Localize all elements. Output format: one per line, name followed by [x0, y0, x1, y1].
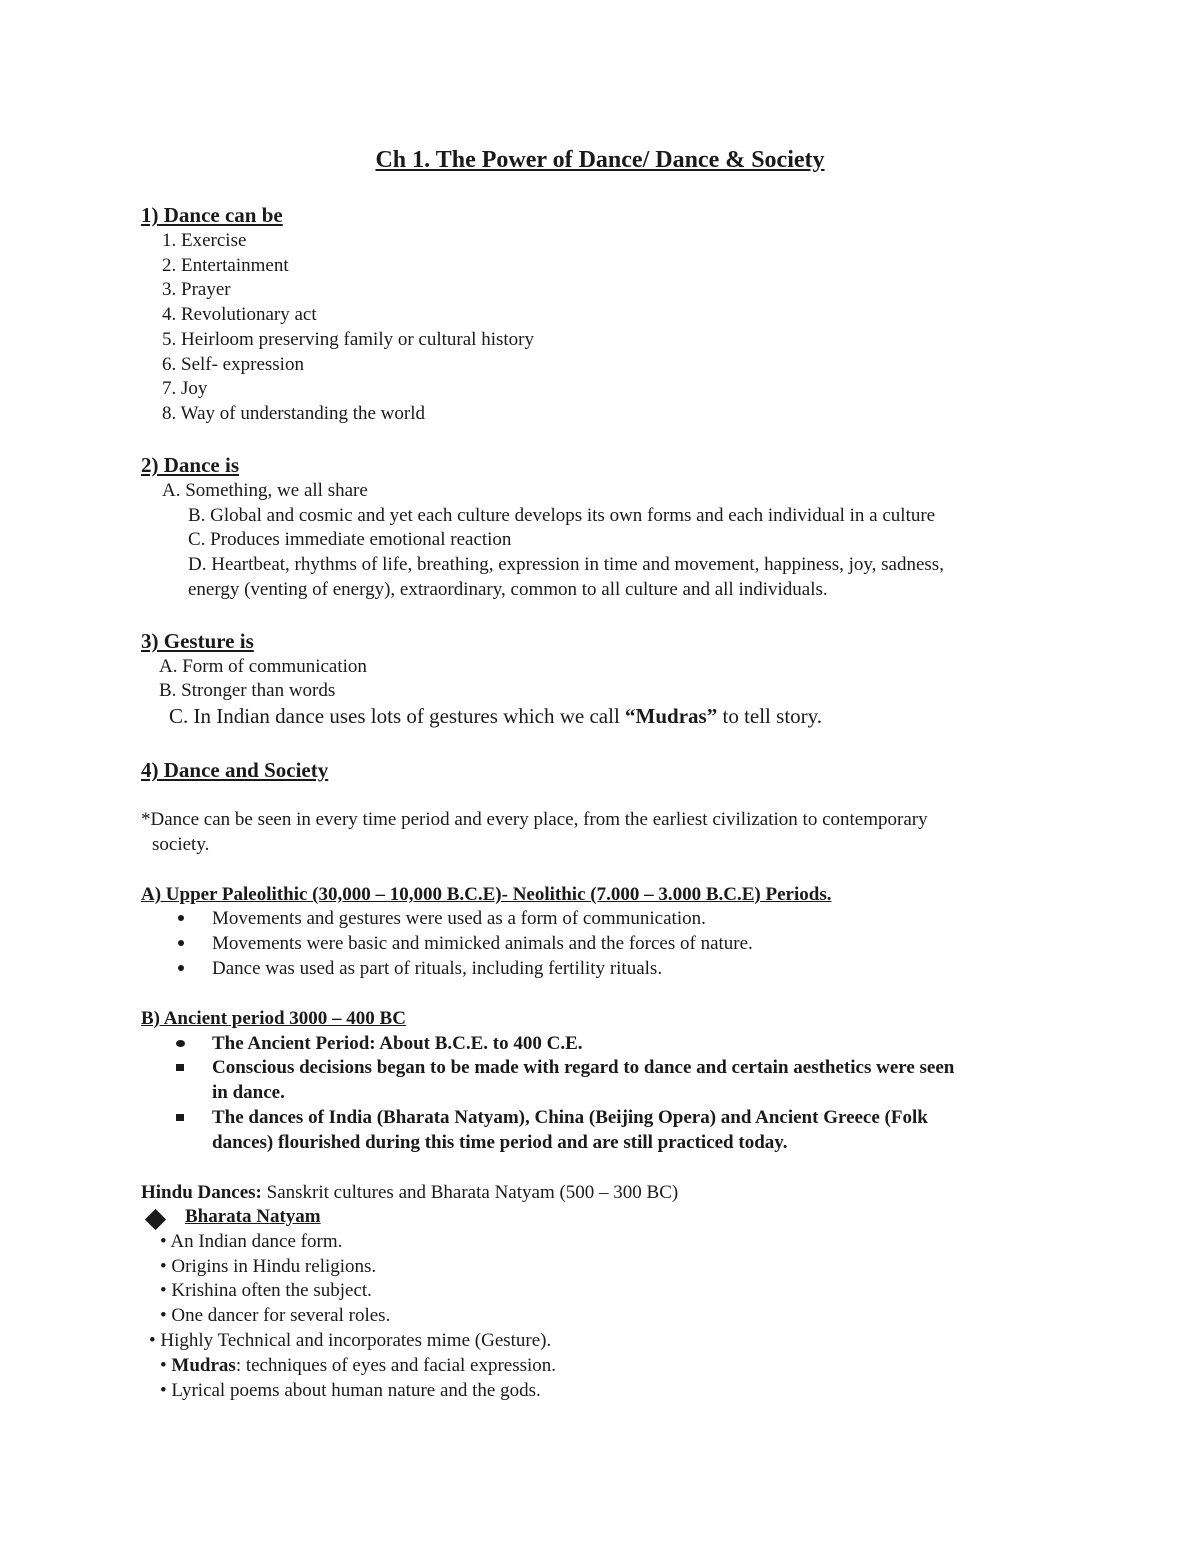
bullet-text-continuation: dances) flourished during this time period and are still practiced today.	[212, 1132, 788, 1153]
list-item: B. Stronger than words	[159, 680, 336, 701]
bullet-item	[176, 1056, 184, 1081]
section-2-heading: 2) Dance is	[141, 453, 239, 477]
bullet-text: Movements were basic and mimicked animals and the forces of nature.	[212, 933, 753, 954]
list-item-mudras-def	[160, 1354, 556, 1379]
bullet-item	[178, 907, 184, 932]
list-item: • Krishina often the subject.	[160, 1280, 372, 1301]
list-item: • An Indian dance form.	[160, 1231, 343, 1252]
bullet-item	[176, 1106, 184, 1131]
bullet-text: Movements and gestures were used as a form of communication.	[212, 908, 706, 929]
bullet-text-continuation: in dance.	[212, 1082, 285, 1103]
list-item: 2. Entertainment	[162, 255, 289, 276]
list-item: 7. Joy	[162, 378, 208, 399]
square-bullet-icon	[176, 1064, 184, 1071]
section-1-heading: 1) Dance can be	[141, 203, 283, 227]
list-item-continuation: energy (venting of energy), extraordinary, common to all culture and all individuals.	[188, 579, 828, 600]
list-item: D. Heartbeat, rhythms of life, breathing, expression in time and movement, happiness, joy, sadness,	[188, 554, 944, 575]
list-item: B. Global and cosmic and yet each culture develops its own forms and each individual in a culture	[188, 505, 936, 526]
bullet-icon	[178, 915, 184, 921]
bullet-item	[178, 932, 184, 957]
page-title: Ch 1. The Power of Dance/ Dance & Society	[375, 147, 825, 173]
bullet-icon	[178, 940, 184, 946]
section-4-heading: 4) Dance and Society	[141, 758, 329, 782]
section-4-intro: *Dance can be seen in every time period and every place, from the earliest civilization to contemporary	[141, 809, 928, 830]
list-item: • Highly Technical and incorporates mime (Gesture).	[149, 1330, 552, 1351]
bullet-item	[176, 1032, 185, 1057]
list-item: A. Something, we all share	[162, 480, 368, 501]
list-item: • Lyrical poems about human nature and the gods.	[160, 1380, 541, 1401]
part-b-heading: B) Ancient period 3000 – 400 BC	[141, 1008, 406, 1029]
list-item: 8. Way of understanding the world	[162, 403, 426, 424]
bullet-text: Conscious decisions began to be made with regard to dance and certain aesthetics were seen	[212, 1057, 955, 1078]
bullet-prefix: •	[160, 1355, 172, 1376]
list-item: C. Produces immediate emotional reaction	[188, 529, 512, 550]
list-item-mudras	[169, 704, 822, 729]
hindu-dances-text: Sanskrit cultures and Bharata Natyam (500 – 300 BC)	[261, 1182, 679, 1203]
list-item: • Origins in Hindu religions.	[160, 1256, 377, 1277]
list-item: • One dancer for several roles.	[160, 1305, 391, 1326]
bullet-text: Dance was used as part of rituals, including fertility rituals.	[212, 958, 663, 979]
mudras-term: “Mudras”	[625, 704, 718, 728]
mudras-text-post: to tell story.	[717, 704, 823, 728]
hindu-dances-label: Hindu Dances:	[141, 1182, 262, 1203]
bharata-natyam-heading: Bharata Natyam	[185, 1206, 321, 1227]
list-item: A. Form of communication	[159, 656, 367, 677]
mudras-text-pre: C. In Indian dance uses lots of gestures which we call	[169, 704, 626, 728]
bullet-icon	[178, 965, 184, 971]
mudras-definition: : techniques of eyes and facial expression.	[235, 1355, 557, 1376]
section-3-heading: 3) Gesture is	[141, 629, 254, 653]
bullet-item	[178, 957, 184, 982]
list-item: 3. Prayer	[162, 279, 231, 300]
hindu-dances-line	[141, 1181, 678, 1206]
mudras-term: Mudras	[171, 1355, 236, 1376]
list-item: 1. Exercise	[162, 230, 247, 251]
list-item: 4. Revolutionary act	[162, 304, 317, 325]
list-item: 5. Heirloom preserving family or cultural history	[162, 329, 534, 350]
square-bullet-icon	[176, 1114, 184, 1121]
bullet-icon	[176, 1040, 185, 1047]
bullet-text: The Ancient Period: About B.C.E. to 400 C.E.	[212, 1033, 583, 1054]
list-item: 6. Self- expression	[162, 354, 304, 375]
part-a-heading: A) Upper Paleolithic (30,000 – 10,000 B.C.E)- Neolithic (7.000 – 3.000 B.C.E) Periods.	[141, 884, 832, 905]
section-4-intro-continuation: society.	[152, 834, 210, 855]
bullet-text: The dances of India (Bharata Natyam), China (Beijing Opera) and Ancient Greece (Folk	[212, 1107, 928, 1128]
